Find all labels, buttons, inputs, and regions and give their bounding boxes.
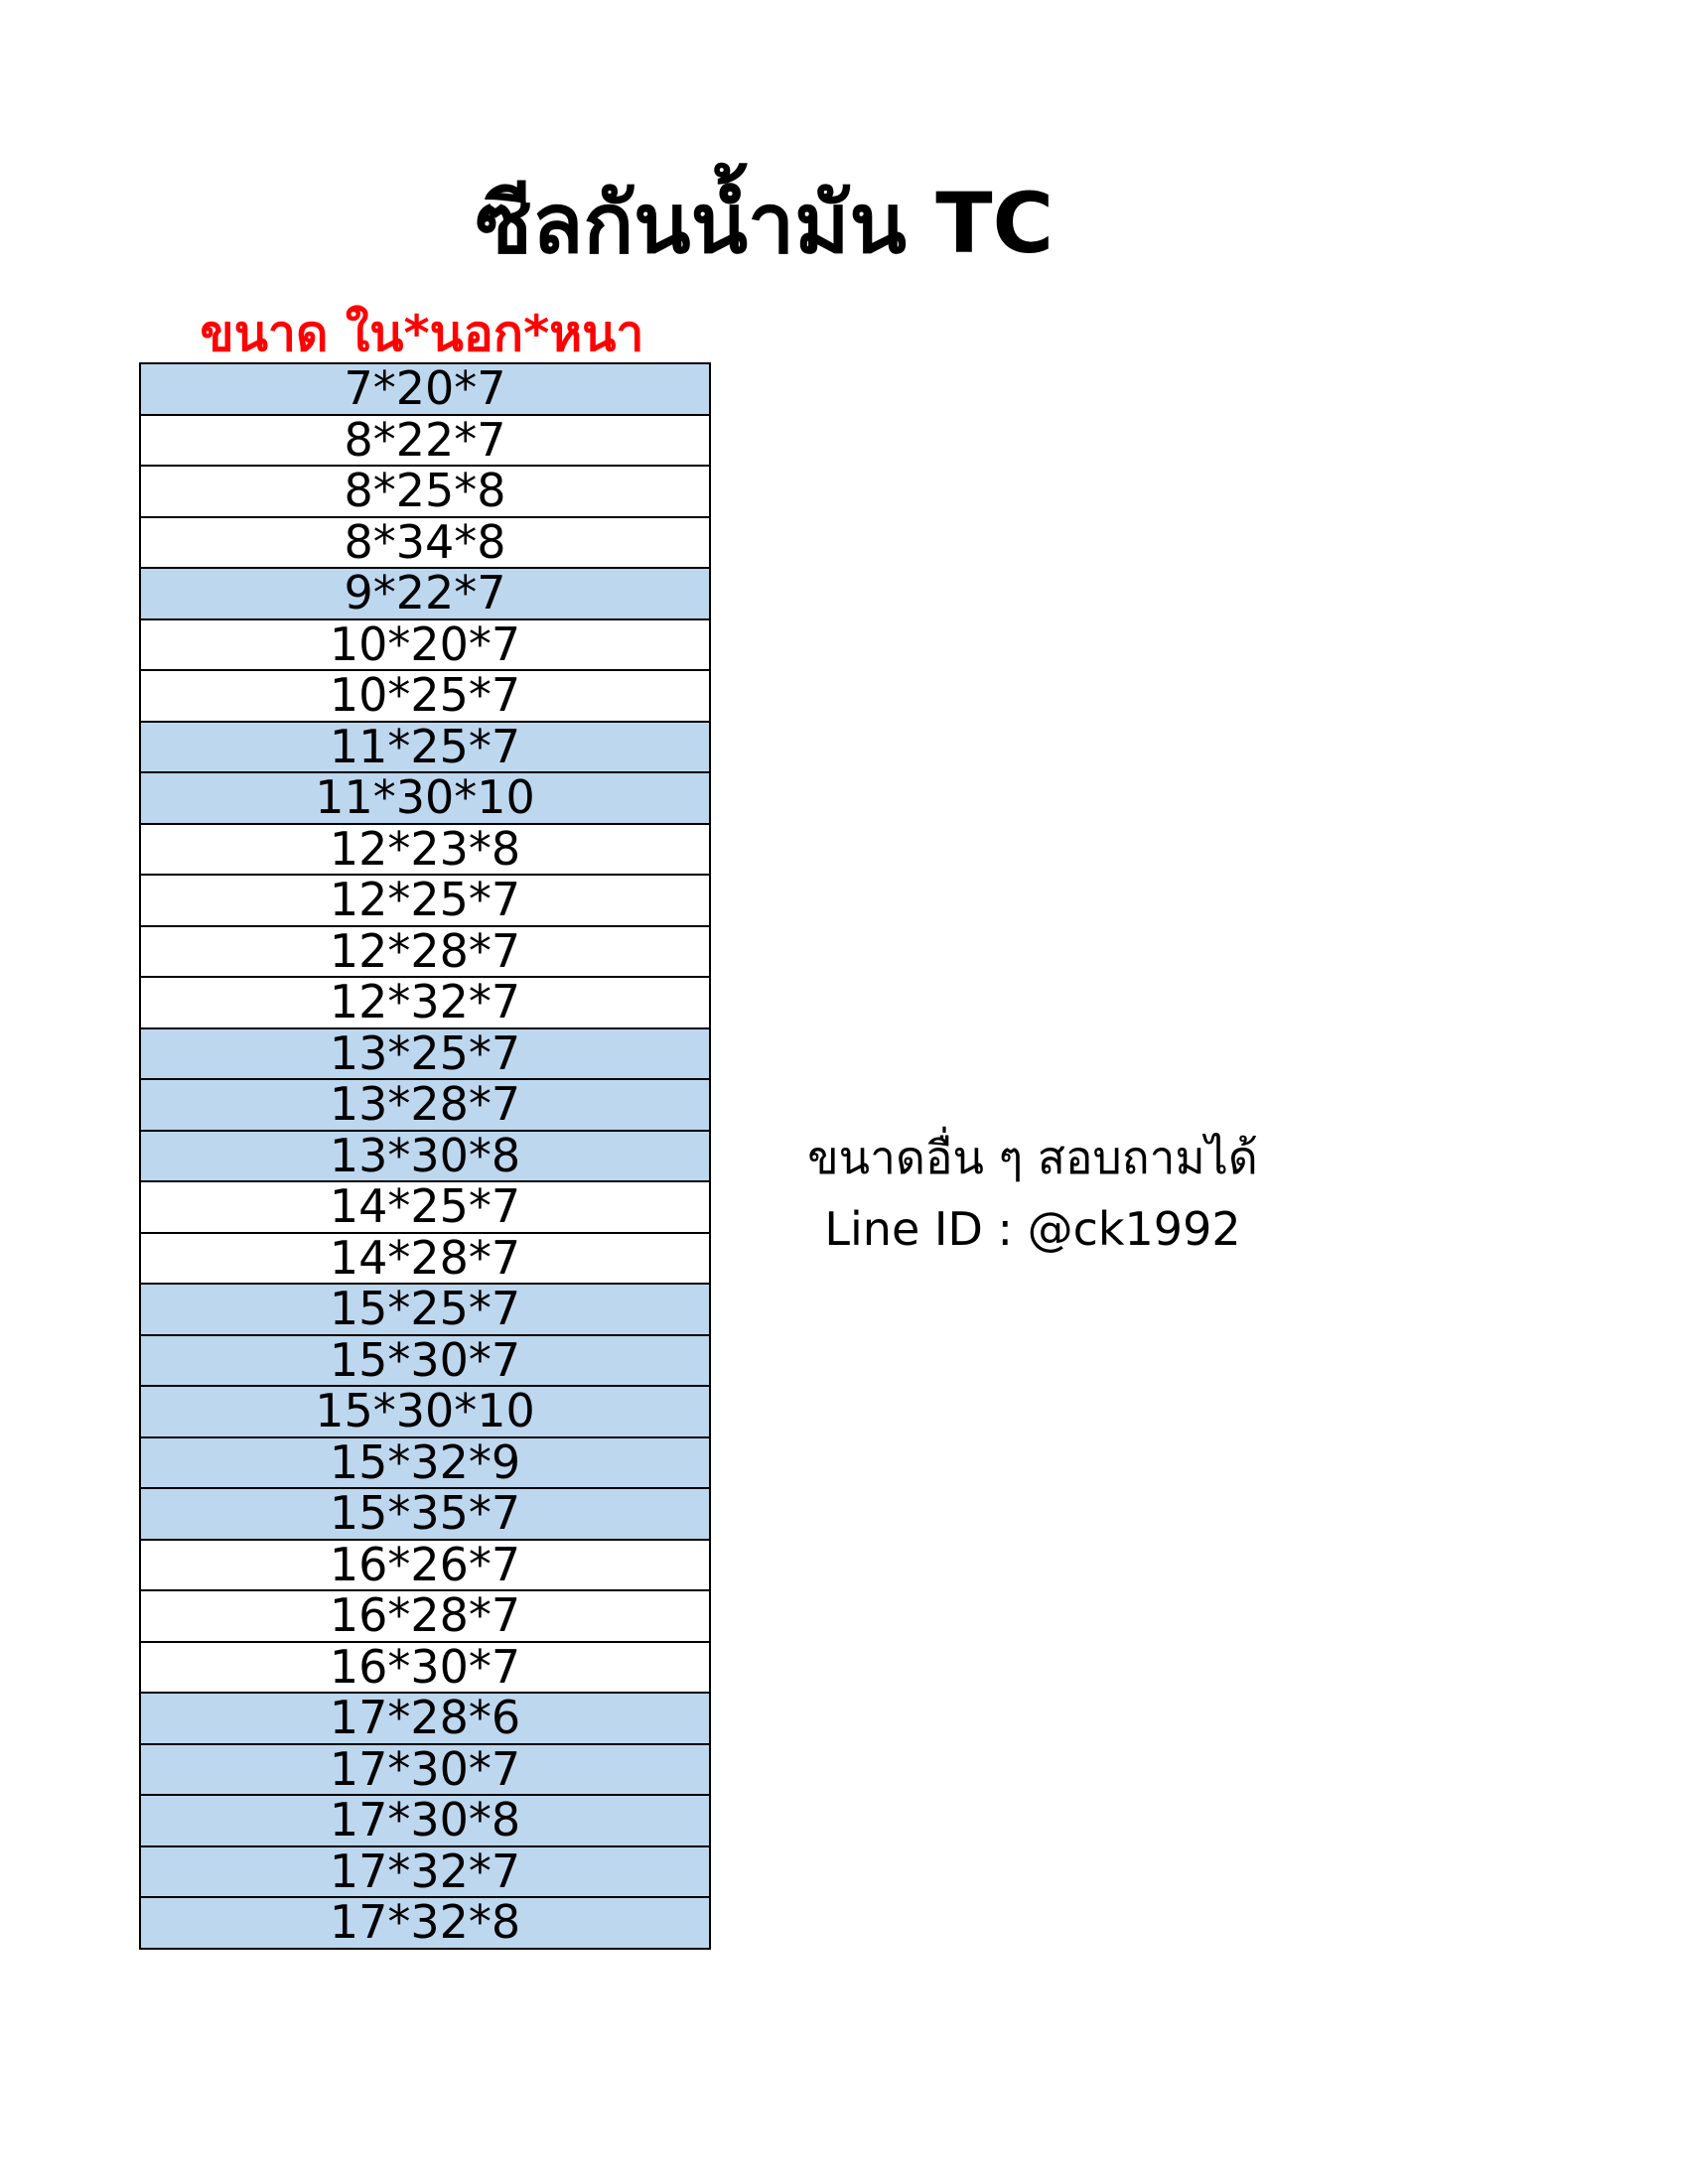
size-cell: 10*20*7 <box>140 619 710 671</box>
table-row <box>140 772 710 824</box>
table-row <box>140 977 710 1028</box>
size-cell: 15*30*7 <box>140 1335 710 1387</box>
size-cell: 17*32*7 <box>140 1846 710 1898</box>
size-cell: 11*25*7 <box>140 722 710 773</box>
table-row <box>140 1284 710 1335</box>
size-table-body <box>140 363 710 1949</box>
table-row <box>140 1693 710 1744</box>
table-row <box>140 722 710 773</box>
size-cell: 8*25*8 <box>140 466 710 517</box>
size-cell: 15*32*9 <box>140 1437 710 1489</box>
size-cell: 15*30*10 <box>140 1386 710 1437</box>
table-row <box>140 1744 710 1796</box>
table-row <box>140 824 710 876</box>
size-cell: 17*30*7 <box>140 1744 710 1796</box>
size-cell: 16*28*7 <box>140 1590 710 1642</box>
size-cell: 14*28*7 <box>140 1233 710 1285</box>
table-row <box>140 1335 710 1387</box>
table-row <box>140 1386 710 1437</box>
table-row <box>140 1795 710 1846</box>
table-row <box>140 466 710 517</box>
size-cell: 13*28*7 <box>140 1079 710 1131</box>
size-cell: 16*30*7 <box>140 1642 710 1694</box>
size-table <box>139 362 711 1950</box>
table-row <box>140 568 710 619</box>
table-row <box>140 1181 710 1233</box>
size-cell: 8*22*7 <box>140 415 710 467</box>
table-row <box>140 1590 710 1642</box>
size-cell: 13*30*8 <box>140 1131 710 1182</box>
table-row <box>140 363 710 415</box>
size-cell: 12*32*7 <box>140 977 710 1028</box>
contact-note <box>735 1122 1331 1265</box>
table-row <box>140 415 710 467</box>
page-title: ซีลกันน้ำมัน TC <box>475 175 1055 272</box>
table-row <box>140 1131 710 1182</box>
size-cell: 11*30*10 <box>140 772 710 824</box>
size-cell: 12*25*7 <box>140 875 710 926</box>
size-cell: 17*32*8 <box>140 1897 710 1949</box>
table-row <box>140 1897 710 1949</box>
size-cell: 17*30*8 <box>140 1795 710 1846</box>
size-cell: 12*23*8 <box>140 824 710 876</box>
table-row <box>140 1437 710 1489</box>
size-cell: 7*20*7 <box>140 363 710 415</box>
contact-note-line-2: Line ID : @ck1992 <box>824 1202 1241 1256</box>
table-row <box>140 1540 710 1591</box>
size-cell: 9*22*7 <box>140 568 710 619</box>
table-row <box>140 1846 710 1898</box>
table-row <box>140 1079 710 1131</box>
size-cell: 15*25*7 <box>140 1284 710 1335</box>
size-cell: 10*25*7 <box>140 670 710 722</box>
size-cell: 14*25*7 <box>140 1181 710 1233</box>
contact-note-line-1: ขนาดอื่น ๆ สอบถามได้ <box>807 1131 1258 1184</box>
size-cell: 8*34*8 <box>140 517 710 569</box>
table-row <box>140 517 710 569</box>
size-cell: 15*35*7 <box>140 1488 710 1540</box>
table-row <box>140 1233 710 1285</box>
table-header-label: ขนาด ใน*นอก*หนา <box>200 305 644 362</box>
table-row <box>140 1642 710 1694</box>
table-row <box>140 670 710 722</box>
table-row <box>140 1028 710 1080</box>
table-row <box>140 1488 710 1540</box>
size-cell: 13*25*7 <box>140 1028 710 1080</box>
table-row <box>140 875 710 926</box>
size-cell: 17*28*6 <box>140 1693 710 1744</box>
size-cell: 12*28*7 <box>140 926 710 978</box>
table-row <box>140 619 710 671</box>
size-cell: 16*26*7 <box>140 1540 710 1591</box>
table-row <box>140 926 710 978</box>
